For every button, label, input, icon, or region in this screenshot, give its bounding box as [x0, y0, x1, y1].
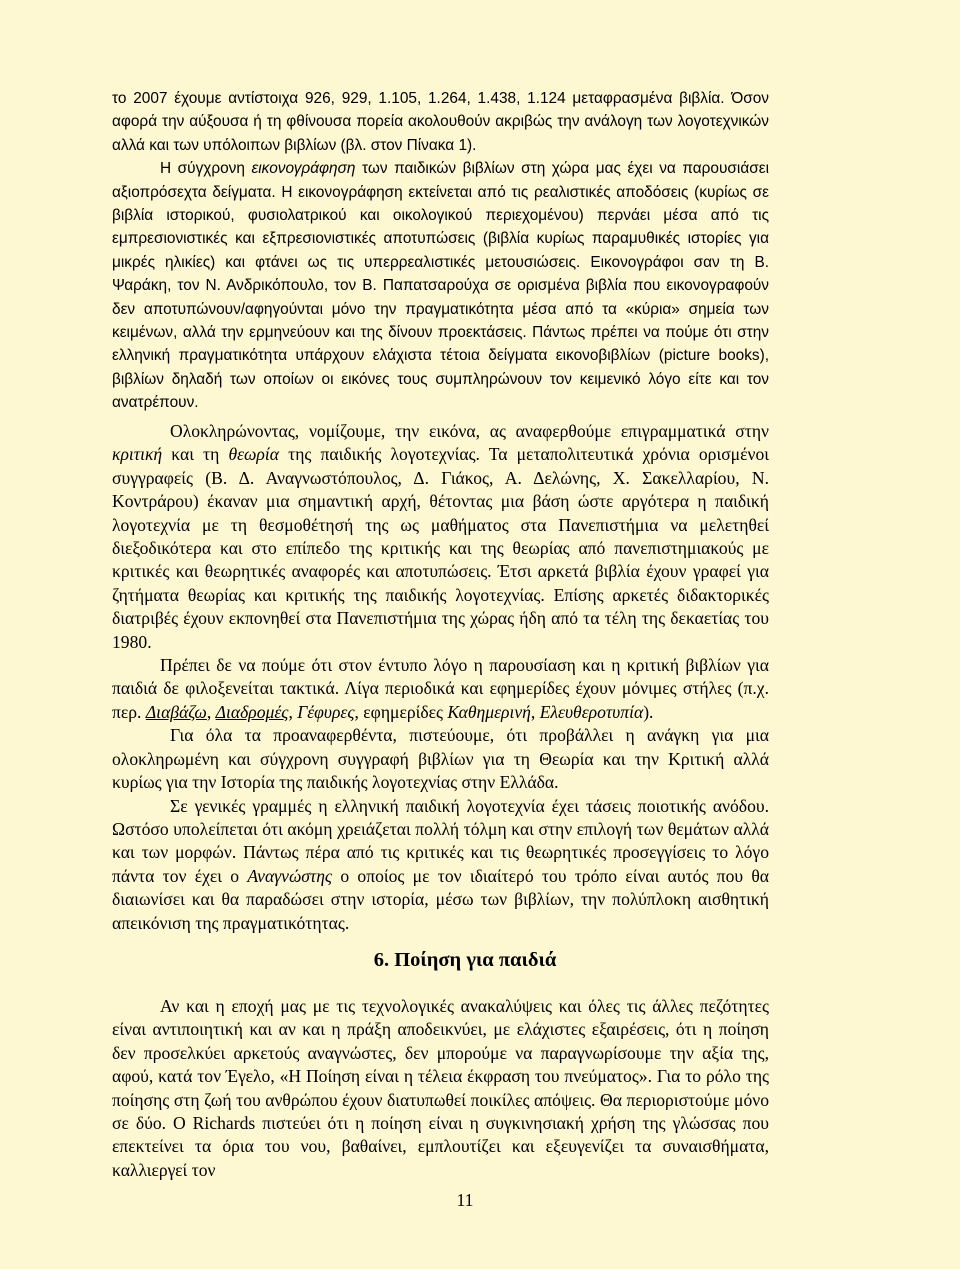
text-run: Αν και η εποχή μας με τις τεχνολογικές ανακαλύψεις και όλες τις άλλες πεζότητες είναι αντιποιητική και αν και η πράξη αποδεικνύει, με ελάχιστες εξαιρέσεις, ότι η ποίηση δεν προσελκύει αρκετούς αναγνώστες, δεν μπορούμε να παραγνωρίσουμε την αξία της, αφού, κατά τον Έγελο, «Η Ποίηση είναι η τέλεια έκφραση του πνεύματος». Για το ρόλο της ποίησης στη ζωή του ανθρώπου έχουν διατυπωθεί ποικίλες απόψεις. Θα περιοριστούμε μόνο σε δύο. Ο Richards πιστεύει ότι η ποίηση είναι η συγκινησιακή χρήση της γλώσσας που επεκτείνει τα όρια του νου, βαθαίνει, εμπλουτίζει και εξευγενίζει τα συναισθήματα, καλλιεργεί τον — [112, 996, 769, 1180]
text-run: Για όλα τα προαναφερθέντα, πιστεύουμε, ότι προβάλλει η ανάγκη για μια ολοκληρωμένη και σύγχρονη συγγραφή βιβλίων για τη Θεωρία και την Κριτική αλλά κυρίως για την Ιστορία της παιδικής λογοτεχνίας στην Ελλάδα. — [112, 725, 769, 793]
text-run: Ολοκληρώνοντας, νομίζουμε, την εικόνα, ας αναφερθούμε επιγραμματικά στην — [170, 421, 769, 441]
text-run: , — [530, 701, 540, 722]
emphasis-text: Καθημερινή — [447, 701, 531, 722]
emphasis-text: εικονογράφηση — [251, 160, 356, 178]
text-run: , — [288, 701, 298, 722]
emphasis-text: Διαδρομές — [215, 701, 289, 722]
emphasis-text: Αναγνώστης — [247, 865, 333, 886]
paragraph — [112, 995, 769, 1182]
text-run: Σε γενικές γραμμές η ελληνική παιδική λογοτεχνία έχει τάσεις ποιοτικής ανόδου. Ωστόσο υπολείπεται ότι ακόμη χρειάζεται πολλή τόλμη και στην επιλογή των θεμάτων αλλά και των μορφών. Πάντως πέρα από τις κριτικές και τις θεωρητικές προσεγγίσεις το λόγο πάντα τον έχει ο — [112, 795, 769, 886]
emphasis-text: Διαβάζω — [145, 701, 207, 722]
section-heading: 6. Ποίηση για παιδιά — [373, 949, 557, 971]
text-run: , εφημερίδες — [354, 701, 448, 722]
text-run: το 2007 έχουμε αντίστοιχα 926, 929, 1.105, 1.264, 1.438, 1.124 μεταφρασμένα βιβλία. Όσον αφορά την αύξουσα ή τη φθίνουσα πορεία ακολουθούν ακριβώς την ανάλογη των λογοτεχνικών αλλά και των υπόλοιπων βιβλίων (βλ. στον Πίνακα 1). — [112, 90, 769, 154]
emphasis-text: Γέφυρες — [297, 701, 355, 722]
emphasis-text: Ελευθεροτυπία — [539, 701, 644, 722]
paragraph — [112, 795, 769, 935]
paragraph — [112, 654, 769, 724]
page-number: 11 — [456, 1190, 474, 1210]
paragraph — [112, 157, 769, 414]
paragraph — [112, 724, 769, 794]
emphasis-text: κριτική — [112, 444, 163, 465]
text-run: , — [206, 701, 216, 722]
text-block-middle — [112, 420, 769, 935]
text-run: των παιδικών βιβλίων στη χώρα μας έχει να παρουσιάσει αξιοπρόσεχτα δείγματα. Η εικονογράφηση εκτείνεται από τις ρεαλιστικές αποδόσεις (κυρίως σε βιβλία ιστορικού, φυσιολατρικού και οικολογικού περιεχομένου) περνάει μέσα από τις εμπρεσιονιστικές και εξπρεσιονιστικές αποτυπώσεις (βιβλία κυρίως παραμυθικές ιστορίες για μικρές ηλικίες) και φτάνει ως τις υπερρεαλιστικές μετουσιώσεις. Εικονογράφοι σαν τη Β. Ψαράκη, τον Ν. Ανδρικόπουλο, τον Β. Παπατσαρούχα σε ορισμένα βιβλία που εικονογραφούν δεν αποτυπώνουν/αφηγούνται μόνο την πραγματικότητα μέσα από τα «κύρια» σημεία των κειμένων, αλλά την ερμηνεύουν και της δίνουν προεκτάσεις. Πάντως πρέπει να πούμε ότι στην ελληνική πραγματικότητα υπάρχουν ελάχιστα τέτοια δείγματα εικονοβιβλίων (picture books), βιβλίων δηλαδή των οποίων οι εικόνες τους συμπληρώνουν τον κειμενικό λόγο είτε και τον ανατρέπουν. — [112, 160, 769, 412]
text-run: Πρέπει δε να πούμε ότι στον έντυπο λόγο η παρουσίαση και η κριτική βιβλίων για παιδιά δε φιλοξενείται τακτικά. Λίγα περιοδικά και εφημερίδες έχουν μόνιμες στήλες (π.χ. περ. — [112, 655, 769, 722]
paragraph — [112, 87, 769, 157]
text-run: ο οποίος με τον ιδιαίτερό του τρόπο είναι αυτός που θα διαιωνίσει και θα παραδώσει στην ιστορία, μέσω των βιβλίων, την πολύπλοκη αισθητική απεικόνιση της πραγματικότητας. — [112, 865, 769, 933]
paragraph — [112, 420, 769, 654]
emphasis-text: θεωρία — [228, 444, 280, 465]
text-run: ). — [643, 701, 654, 722]
text-run: και τη — [162, 444, 229, 465]
text-block-bottom — [112, 995, 769, 1182]
text-run: Η σύγχρονη — [160, 160, 252, 178]
text-run: της παιδικής λογοτεχνίας. Τα μεταπολιτευτικά χρόνια ορισμένοι συγγραφείς (Β. Δ. Αναγνωστόπουλος, Δ. Γιάκος, Α. Δελώνης, Χ. Σακελλαρίου, Ν. Κοντράρου) έκαναν μια σημαντική αρχή, θέτοντας μια βάση ώστε αργότερα η παιδική λογοτεχνία με τη θεσμοθέτησή της ως μαθήματος στα Πανεπιστήμια να μελετηθεί διεξοδικότερα και στο επίπεδο της κριτικής και της θεωρίας από πανεπιστημιακούς με κριτικές και θεωρητικές αναφορές και αποτυπώσεις. Έτσι αρκετά βιβλία έχουν γραφεί για ζητήματα θεωρίας και κριτικής της παιδικής λογοτεχνίας. Επίσης αρκετές διδακτορικές διατριβές έχουν εκπονηθεί στα Πανεπιστήμια της χώρας ήδη από τα τέλη της δεκαετίας του 1980. — [112, 444, 769, 652]
text-block-top — [112, 87, 769, 415]
